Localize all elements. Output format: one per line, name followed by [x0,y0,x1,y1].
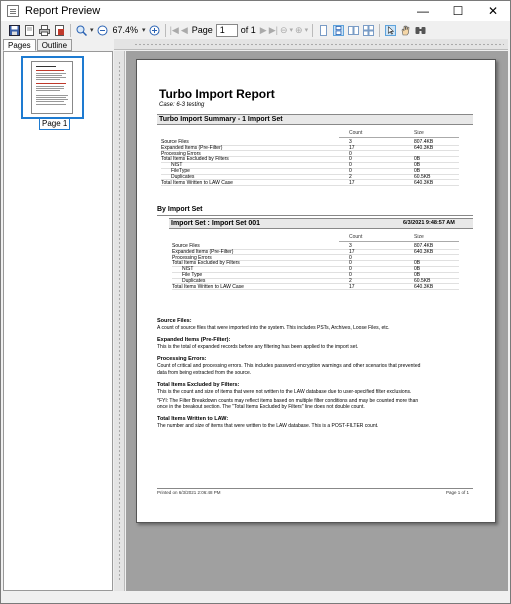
toolbar-separator [165,24,166,37]
summary-row-label: Source Files [161,139,189,145]
note-heading: Total Items Excluded by Filters: [157,381,240,388]
footer-page-number: Page 1 of 1 [446,490,470,495]
summary-row-size: 0B [414,168,421,174]
export-icon[interactable] [54,25,65,36]
set-size-header: Size [414,234,424,240]
report-title: Turbo Import Report [159,87,275,101]
set-row-size: 0B [414,272,421,278]
set-row-rule [172,289,459,290]
continuous-page-icon[interactable] [333,25,344,36]
summary-row-rule [161,150,459,151]
note-heading: Processing Errors: [157,356,207,363]
set-header-rule [339,241,459,242]
app-icon [7,5,19,17]
horizontal-ruler [114,39,508,50]
back-icon[interactable]: ⊖ [279,24,288,35]
report-page [136,59,496,523]
summary-row-count: 2 [349,173,352,180]
note-heading: Source Files: [157,318,192,324]
report-case: Case: 6-3 testing [159,102,205,108]
note-text: A count of source files that were imported into the system. This includes PSTs, Archives, Loose Files, etc. [157,325,390,331]
page-number-input[interactable]: 1 [216,24,238,37]
note-text: Count of critical and processing errors. This includes password encryption warnings and other scenarios that prevented [157,363,421,370]
summary-row-size: 640.3KB [414,144,434,151]
set-row-count: 17 [349,248,355,255]
back-dropdown-icon[interactable]: ▾ [289,27,294,34]
summary-row-count: 0 [349,168,352,174]
set-count-header: Count [349,234,363,240]
set-row-label: Total Items Excluded by Filters [172,260,240,267]
note-text: This is the total of expanded records before any filtering has been applied to the import set. [157,344,359,351]
summary-row-label: Total Items Written to LAW Case [161,179,233,186]
summary-size-header: Size [414,130,424,136]
note-text: data from being extracted from the source. [157,369,252,376]
set-row-count: 0 [349,272,352,278]
summary-row-label: Expanded Items (Pre-Filter) [161,144,223,151]
tab-outline[interactable]: Outline [37,39,72,51]
set-row-size: 60.5KB [414,277,431,284]
by-import-set-heading: By Import Set [157,206,203,213]
note-text: once in the breakout section. The "Total Items Excluded by Filters" line does not double count. [157,404,365,411]
zoom-dropdown-arrow-icon[interactable]: ▾ [90,27,94,34]
note-text: *FYI: The Filter Breakdown counts may reflect items based on multiple filter conditions and may be counted more than [157,398,419,404]
title-bar [1,1,510,21]
summary-row-label: Processing Errors [161,150,201,157]
summary-row-count: 0 [349,150,352,157]
toolbar-separator [312,24,313,37]
preview-area[interactable] [126,51,508,591]
set-row-count: 0 [349,254,352,261]
set-row-label: Total Items Written to LAW Case [172,283,244,290]
import-set-date: 6/3/2021 9:48:57 AM [403,220,455,226]
toolbar-separator [70,24,71,37]
thumbnail-pane [3,51,113,591]
set-row-label: File Type [182,272,203,278]
summary-header-rule [339,137,459,138]
pointer-icon[interactable] [385,25,396,36]
summary-row-label: FileType [171,168,190,174]
by-import-set-rule [157,215,473,216]
thumbnail-label[interactable]: Page 1 [39,118,70,130]
toolbar-separator [379,24,380,37]
zoom-in-icon[interactable] [76,25,87,36]
import-set-band: Import Set : Import Set 001 [169,218,473,229]
set-row-label: Expanded Items (Pre-Filter) [172,248,234,255]
hand-icon[interactable] [400,25,411,36]
page-setup-icon[interactable] [24,25,35,36]
set-row-rule [172,254,459,255]
set-row-count: 0 [349,260,352,267]
summary-row-count: 0 [349,162,352,169]
page-thumbnail[interactable] [21,56,84,119]
set-row-count: 2 [349,277,352,284]
footer-printed-on: Printed on 6/3/2021 2:06:48 PM [157,490,221,495]
note-text: This is the count and size of items that were not written to the LAW database due to user-specified filter exclusions. [157,388,412,395]
summary-row-count: 0 [349,156,352,163]
zoom-level[interactable]: 67.4% [112,25,139,35]
set-row-size: 640.3KB [414,283,434,290]
zoom-out-icon[interactable] [97,25,108,36]
set-row-count: 17 [349,283,355,290]
find-icon[interactable] [415,25,426,36]
summary-row-label: Total Items Excluded by Filters [161,156,229,163]
summary-count-header: Count [349,130,363,136]
summary-row-label: NIST [171,162,183,169]
set-row-label: Duplicates [182,277,206,284]
summary-row-count: 17 [349,144,355,151]
summary-row-size: 640.3KB [414,179,434,186]
set-row-label: Source Files [172,243,200,249]
last-page-icon[interactable]: ▶| [268,24,278,35]
status-bar [1,591,510,603]
print-icon[interactable] [39,25,50,36]
set-row-size: 0B [414,260,421,267]
summary-band: Turbo Import Summary - 1 Import Set [157,114,473,125]
window-title: Report Preview [25,5,101,17]
zoom-level-dropdown-icon[interactable]: ▾ [142,27,146,34]
zoom-plus-icon[interactable] [149,25,160,36]
maximize-button[interactable]: ☐ [452,4,464,18]
note-heading: Total Items Written to LAW: [157,416,229,423]
first-page-icon[interactable]: |◀ [169,24,179,35]
note-text: The number and size of items that were written to the LAW database. This is a POST-FILTER count. [157,423,379,430]
set-row-size: 0B [414,266,421,273]
note-heading: Expanded Items (Pre-Filter): [157,337,231,344]
close-button[interactable]: ✕ [487,4,499,18]
footer-rule [157,488,473,489]
summary-row-size: 0B [414,156,421,163]
summary-row-size: 807.4KB [414,139,434,145]
set-row-size: 640.3KB [414,248,434,255]
summary-row-rule [161,185,459,186]
summary-row-size: 60.5KB [414,173,431,180]
summary-row-count: 3 [349,139,352,145]
toolbar [1,21,510,39]
set-row-label: Processing Errors [172,254,212,261]
single-page-icon[interactable] [318,25,329,36]
tab-pages[interactable]: Pages [3,39,36,51]
set-row-size: 807.4KB [414,243,434,249]
minimize-button[interactable]: — [417,4,429,18]
summary-row-count: 17 [349,179,355,186]
summary-row-size: 0B [414,162,421,169]
previous-page-icon[interactable]: ◀ [180,24,188,35]
save-icon[interactable] [9,25,20,36]
page-label: Page [191,25,213,35]
forward-dropdown-icon[interactable]: ▾ [304,27,309,34]
page-count: of 1 [240,25,256,35]
facing-pages-icon[interactable] [348,25,359,36]
next-page-icon[interactable]: ▶ [259,24,267,35]
summary-row-label: Duplicates [171,173,195,180]
set-row-count: 3 [349,243,352,249]
thumbnail-page-image [31,61,73,114]
forward-icon[interactable]: ⊕ [295,24,303,35]
set-row-count: 0 [349,266,352,273]
set-row-label: NIST [182,266,194,273]
vertical-ruler [114,51,125,591]
multi-page-icon[interactable] [363,25,374,36]
